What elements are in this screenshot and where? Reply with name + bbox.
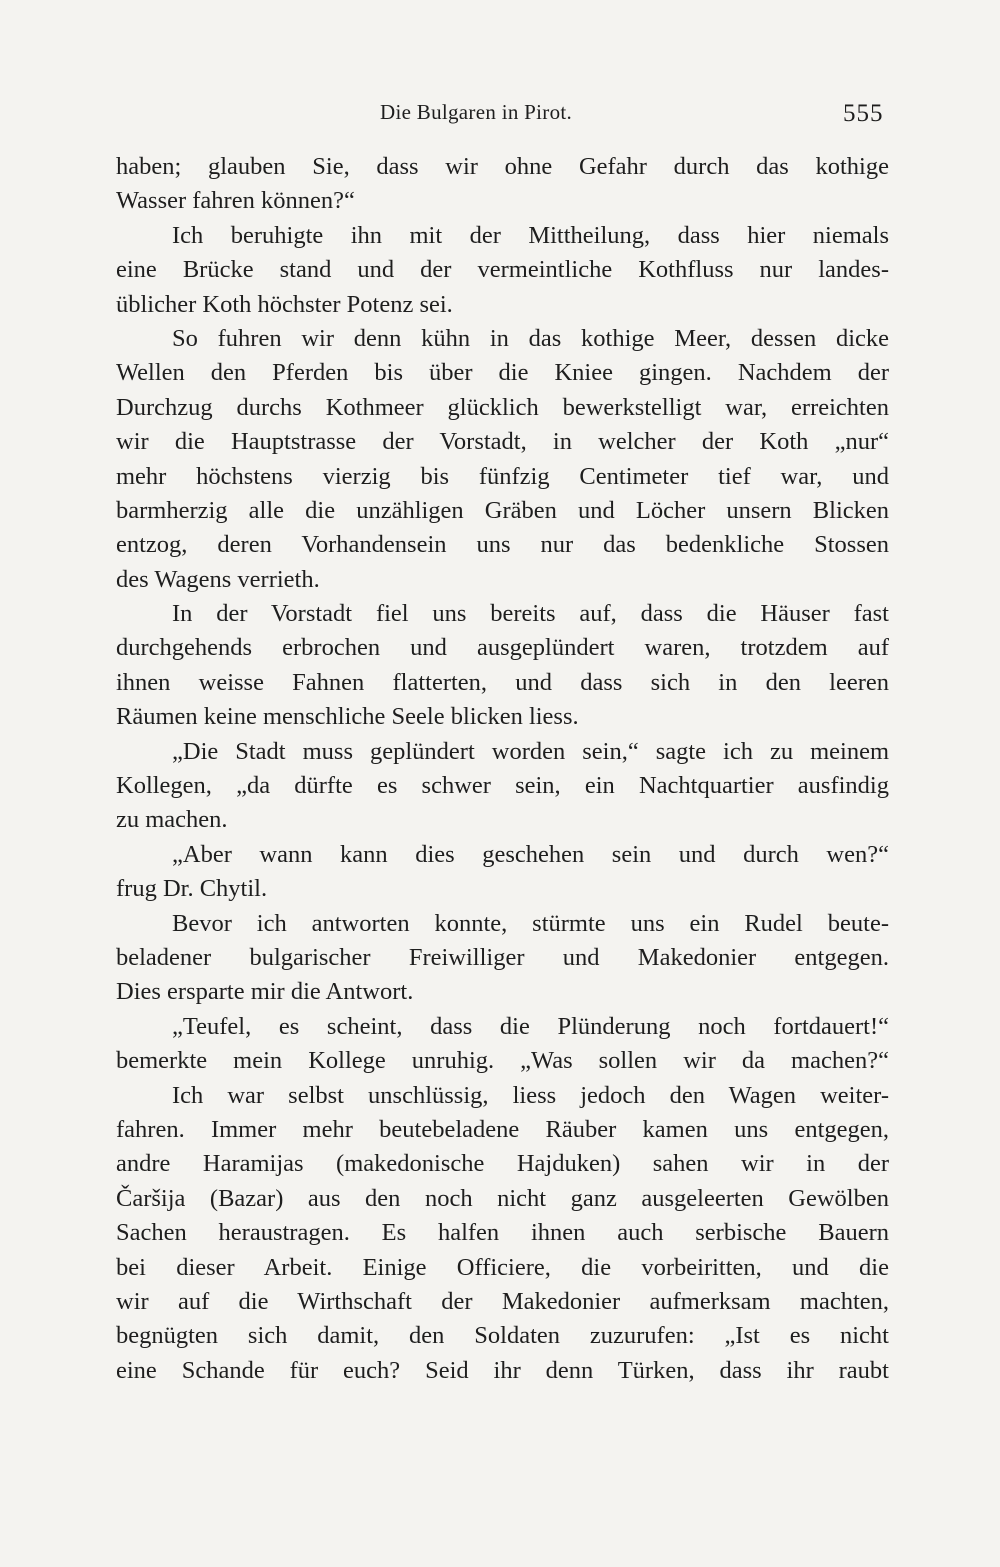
- text-line: wir die Hauptstrasse der Vorstadt, in welcher der Koth „nur“: [116, 428, 889, 456]
- text-line: haben; glauben Sie, dass wir ohne Gefahr durch das kothige: [116, 153, 889, 180]
- text-line: „Aber wann kann dies geschehen sein und durch wen?“: [172, 840, 889, 868]
- text-line: Čaršija (Bazar) aus den noch nicht ganz ausgeleerten Gewölben: [116, 1184, 889, 1212]
- text-line: Ich beruhigte ihn mit der Mittheilung, dass hier niemals: [172, 221, 889, 249]
- text-line: „Die Stadt muss geplündert worden sein,“ sagte ich zu meinem: [172, 737, 889, 765]
- text-line: mehr höchstens vierzig bis fünfzig Centimeter tief war, und: [116, 462, 889, 490]
- text-line: Wasser fahren können?“: [116, 187, 355, 215]
- text-line: Räumen keine menschliche Seele blicken liess.: [116, 703, 579, 731]
- text-line: des Wagens verrieth.: [116, 565, 320, 593]
- text-line: beladener bulgarischer Freiwilliger und Makedonier entgegen.: [116, 943, 889, 971]
- text-line: Ich war selbst unschlüssig, liess jedoch den Wagen weiter-: [172, 1081, 889, 1109]
- text-line: Durchzug durchs Kothmeer glücklich bewerkstelligt war, erreichten: [116, 393, 889, 421]
- text-line: Kollegen, „da dürfte es schwer sein, ein Nachtquartier ausfindig: [116, 772, 889, 800]
- text-line: Bevor ich antworten konnte, stürmte uns ein Rudel beute-: [172, 909, 889, 937]
- text-line: andre Haramijas (makedonische Hajduken) sahen wir in der: [116, 1150, 889, 1178]
- text-line: „Teufel, es scheint, dass die Plünderung noch fortdauert!“: [172, 1012, 889, 1040]
- text-line: begnügten sich damit, den Soldaten zuzurufen: „Ist es nicht: [116, 1322, 889, 1350]
- text-line: Dies ersparte mir die Antwort.: [116, 978, 414, 1006]
- text-line: Sachen heraustragen. Es halfen ihnen auch serbische Bauern: [116, 1219, 889, 1247]
- body-text: [116, 150, 889, 1388]
- text-line: bei dieser Arbeit. Einige Officiere, die vorbeiritten, und die: [116, 1253, 889, 1281]
- text-line: bemerkte mein Kollege unruhig. „Was sollen wir da machen?“: [116, 1047, 889, 1075]
- text-line: eine Brücke stand und der vermeintliche Kothfluss nur landes-: [116, 256, 889, 284]
- text-line: eine Schande für euch? Seid ihr denn Türken, dass ihr raubt: [116, 1356, 889, 1384]
- text-line: fahren. Immer mehr beutebeladene Räuber kamen uns entgegen,: [116, 1115, 889, 1143]
- text-line: entzog, deren Vorhandensein uns nur das bedenkliche Stossen: [116, 531, 889, 559]
- running-title: Die Bulgaren in Pirot.: [380, 100, 573, 124]
- text-line: zu machen.: [116, 806, 228, 834]
- text-line: So fuhren wir denn kühn in das kothige Meer, dessen dicke: [172, 324, 889, 352]
- text-line: durchgehends erbrochen und ausgeplündert waren, trotzdem auf: [116, 634, 889, 662]
- text-line: In der Vorstadt fiel uns bereits auf, dass die Häuser fast: [172, 600, 889, 628]
- page-number: 555: [843, 100, 884, 127]
- text-line: barmherzig alle die unzähligen Gräben und Löcher unsern Blicken: [116, 496, 889, 524]
- text-line: wir auf die Wirthschaft der Makedonier aufmerksam machten,: [116, 1287, 889, 1315]
- text-line: üblicher Koth höchster Potenz sei.: [116, 290, 453, 318]
- text-line: frug Dr. Chytil.: [116, 875, 268, 903]
- text-line: Wellen den Pferden bis über die Kniee gingen. Nachdem der: [116, 359, 889, 387]
- text-line: ihnen weisse Fahnen flatterten, und dass sich in den leeren: [116, 668, 889, 696]
